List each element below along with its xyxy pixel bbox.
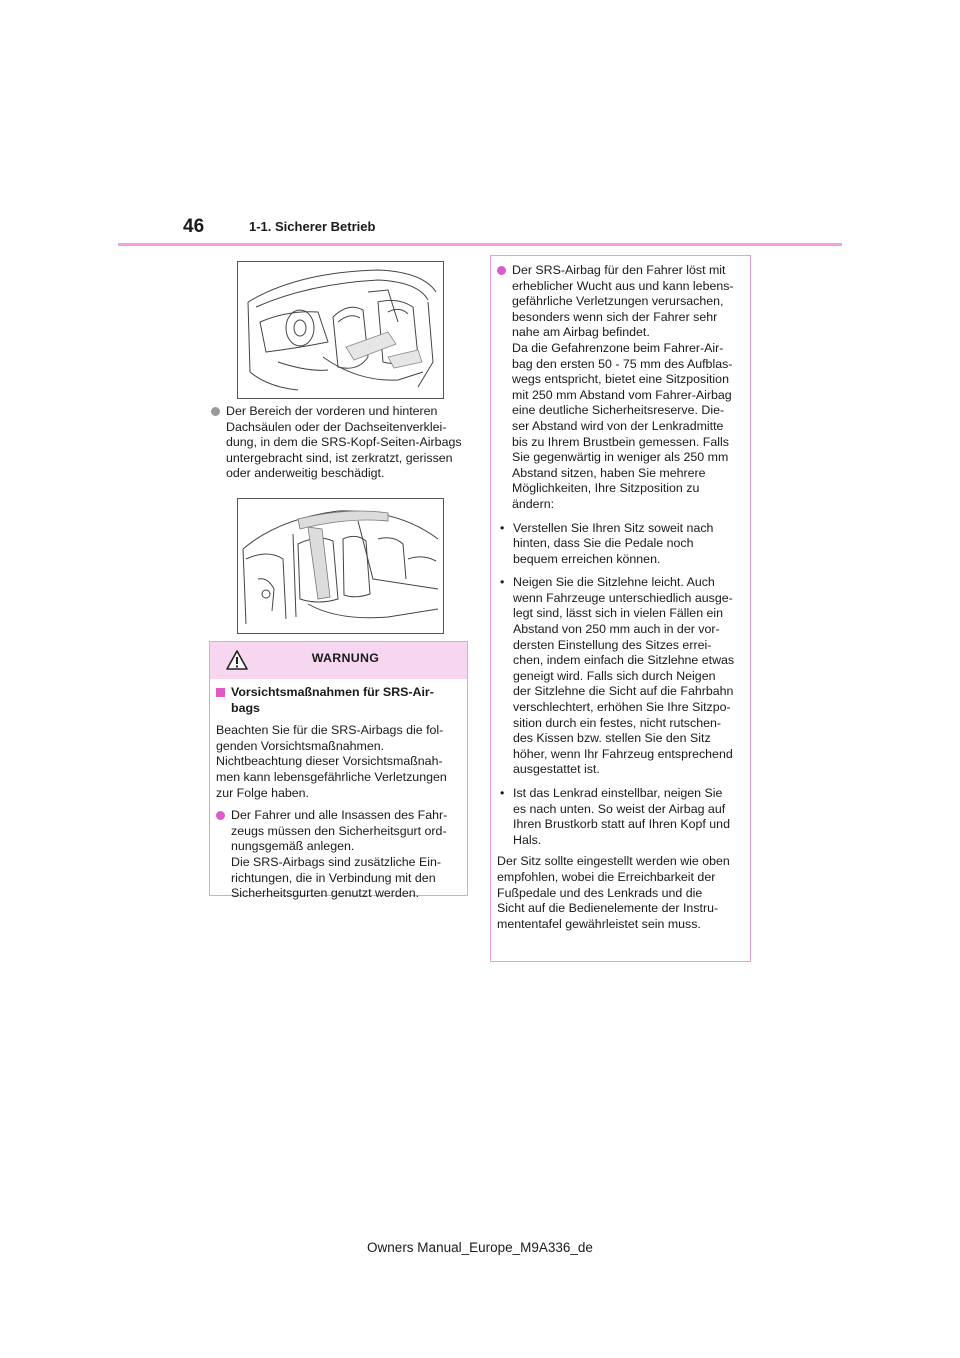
text-line: mententafel gewährleistet sein muss. xyxy=(497,916,701,931)
text-line: des Kissen bzw. stellen Sie den Sitz xyxy=(513,731,711,746)
sub-item-seat-back xyxy=(497,521,744,568)
warning-header xyxy=(210,642,467,679)
warning-box xyxy=(209,641,468,901)
text-line: Abstand sitzen, haben Sie mehrere xyxy=(512,465,706,480)
text-line: men kann lebensgefährliche Verletzungen xyxy=(216,769,447,784)
text-line: Der Fahrer und alle Insassen des Fahr- xyxy=(231,808,448,823)
text-line: nahe am Airbag befindet. xyxy=(512,325,650,340)
warning-title: WARNUNG xyxy=(311,651,380,665)
bullet-dot-icon xyxy=(497,266,506,275)
text-line: Sie gegenwärtig in weniger als 250 mm xyxy=(512,450,729,465)
text-line: sition durch ein festes, nicht rutschen- xyxy=(513,715,721,730)
text-line: erheblicher Wucht aus und kann lebens- xyxy=(512,278,734,293)
section-title: 1-1. Sicherer Betrieb xyxy=(249,219,376,234)
text-line: nungsgemäß anlegen. xyxy=(231,839,355,854)
text-line: hinten, dass Sie die Pedale noch xyxy=(513,536,694,551)
text-line: zeugs müssen den Sicherheitsgurt ord- xyxy=(231,823,447,838)
sub-bullet-marker: • xyxy=(500,575,505,590)
text-line: Verstellen Sie Ihren Sitz soweit nach xyxy=(513,520,714,535)
text-line: wenn Fahrzeuge unterschiedlich ausge- xyxy=(513,590,733,605)
warning-paragraph xyxy=(216,723,461,801)
sub-item-recline xyxy=(497,575,744,778)
text-line: mit 250 mm Abstand vom Fahrer-Airbag xyxy=(512,387,732,402)
sub-bullet-marker: • xyxy=(500,520,505,535)
bullet-dot-icon xyxy=(211,407,220,416)
sub-item-steering xyxy=(497,786,744,848)
driver-airbag-box xyxy=(490,255,751,962)
square-marker-icon xyxy=(216,688,225,697)
warning-body xyxy=(210,679,467,902)
text-line: Neigen Sie die Sitzlehne leicht. Auch xyxy=(513,575,715,590)
text-line: Sicherheitsgurten genutzt werden. xyxy=(231,886,420,901)
text-line: Hals. xyxy=(513,832,542,847)
text-line: Vorsichtsmaßnahmen für SRS-Air- xyxy=(231,685,434,699)
text-line: bag den ersten 50 - 75 mm des Aufblas- xyxy=(512,356,733,371)
warning-bullet xyxy=(216,808,461,902)
text-line: geneigt wird. Falls sich durch Neigen xyxy=(513,668,716,683)
text-line: richtungen, die in Verbindung mit den xyxy=(231,870,436,885)
page-number: 46 xyxy=(183,216,205,237)
sub-bullet-marker: • xyxy=(500,786,505,800)
text-line: untergebracht sind, ist zerkratzt, gerissen xyxy=(226,450,453,465)
text-line: bis zu Ihrem Brustbein gemessen. Falls xyxy=(512,434,729,449)
pillar-damage-bullet xyxy=(211,404,473,482)
header-rule xyxy=(118,243,842,246)
text-line: verschlechtert, erhöhen Sie Ihre Sitzpo- xyxy=(513,700,731,715)
text-line: Beachten Sie für die SRS-Airbags die fol- xyxy=(216,723,444,738)
text-line: bags xyxy=(231,700,260,715)
text-line: Sicht auf die Bedienelemente der Instru- xyxy=(497,901,719,916)
text-line: Der Sitz sollte eingestellt werden wie oben xyxy=(497,854,730,869)
text-line: der Sitzlehne die Sicht auf die Fahrbahn xyxy=(513,684,734,699)
text-line: wegs entspricht, bietet eine Sitzposition xyxy=(512,372,729,387)
text-line: Ist das Lenkrad einstellbar, neigen Sie xyxy=(513,786,723,800)
text-line: legt sind, lässt sich in vielen Fällen ein xyxy=(513,606,724,621)
text-line: Fußpedale und des Lenkrads und die xyxy=(497,885,703,900)
text-line: höher, wenn Ihr Fahrzeug entsprechend xyxy=(513,746,733,761)
text-line: genden Vorsichtsmaßnahmen. xyxy=(216,738,385,753)
text-line: chen, indem einfach die Sitzlehne etwas xyxy=(513,653,735,668)
text-line: ändern: xyxy=(512,496,555,511)
bullet-dot-icon xyxy=(216,811,225,820)
text-line: Möglichkeiten, Ihre Sitzposition zu xyxy=(512,481,700,496)
text-line: es nach unten. So weist der Airbag auf xyxy=(513,801,726,816)
closing-paragraph xyxy=(497,854,744,932)
car-pillar-illustration xyxy=(237,498,444,634)
car-interior-illustration xyxy=(237,261,444,399)
footer-manual-id: Owners Manual_Europe_M9A336_de xyxy=(367,1240,593,1255)
text-line: zur Folge haben. xyxy=(216,785,309,800)
text-line: dersten Einstellung des Sitzes errei- xyxy=(513,637,712,652)
text-line: oder anderweitig beschädigt. xyxy=(226,466,385,481)
text-line: Die SRS-Airbags sind zusätzliche Ein- xyxy=(231,854,442,869)
text-line: bequem erreichen können. xyxy=(513,551,661,566)
text-line: ausgestattet ist. xyxy=(513,762,600,777)
text-line: Nichtbeachtung dieser Vorsichtsmaßnah- xyxy=(216,754,443,769)
car-pillar-drawing xyxy=(238,499,443,633)
text-line: Da die Gefahrenzone beim Fahrer-Air- xyxy=(512,340,724,355)
text-line: Ihren Brustkorb statt auf Ihren Kopf und xyxy=(513,817,730,832)
text-line: Dachsäulen oder der Dachseitenverklei- xyxy=(226,419,447,434)
driver-airbag-bullet xyxy=(497,263,744,513)
text-line: dung, in dem die SRS-Kopf-Seiten-Airbags xyxy=(226,435,462,450)
text-line: besonders wenn sich der Fahrer sehr xyxy=(512,309,718,324)
text-line: gefährliche Verletzungen verursachen, xyxy=(512,294,724,309)
text-line: eine deutliche Sicherheitsreserve. Die- xyxy=(512,403,725,418)
text-line: Der Bereich der vorderen und hinteren xyxy=(226,404,438,418)
car-interior-drawing xyxy=(238,262,443,398)
text-line: empfohlen, wobei die Erreichbarkeit der xyxy=(497,869,716,884)
text-line: Der SRS-Airbag für den Fahrer löst mit xyxy=(512,263,726,277)
warning-heading xyxy=(216,685,461,716)
text-line: ser Abstand wird von der Lenkradmitte xyxy=(512,418,724,433)
text-line: Abstand von 250 mm auch in der vor- xyxy=(513,622,720,637)
